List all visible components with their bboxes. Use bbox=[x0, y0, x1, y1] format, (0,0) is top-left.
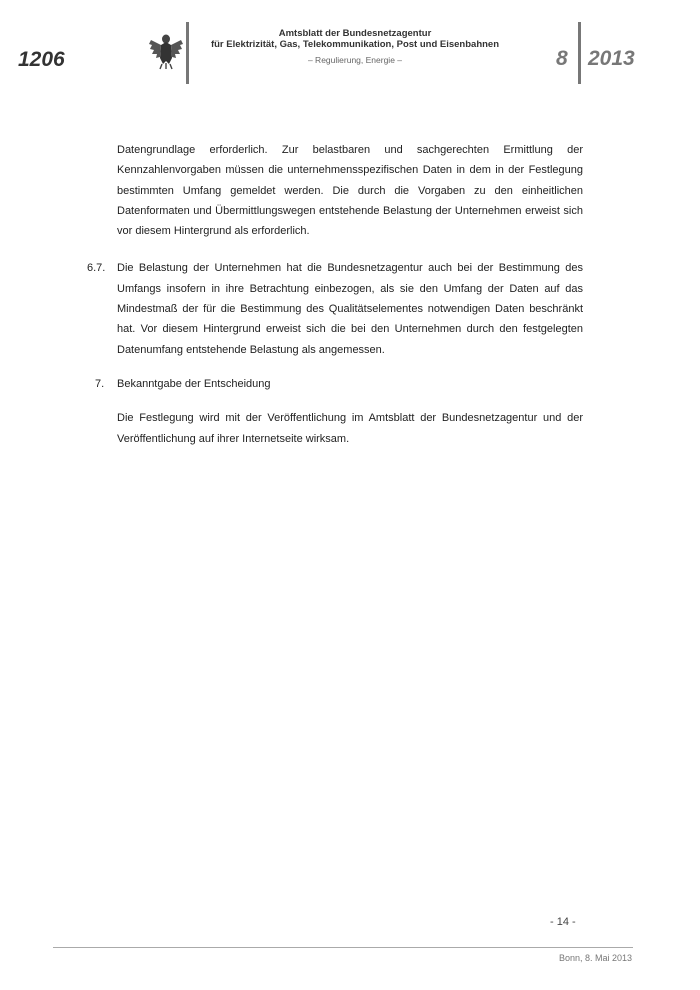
footer-divider bbox=[53, 947, 633, 948]
header-divider bbox=[186, 22, 189, 84]
section-title: Bekanntgabe der Entscheidung bbox=[117, 377, 271, 390]
numbered-item-6-7 bbox=[87, 258, 583, 359]
masthead-title-line1: Amtsblatt der Bundesnetzagentur bbox=[278, 28, 432, 39]
footer-date: Bonn, 8. Mai 2013 bbox=[558, 953, 632, 963]
section-heading-7 bbox=[87, 374, 583, 394]
intro-paragraph: Datengrundlage erforderlich. Zur belastbaren und sachgerechten Ermittlung der Kennzahlenvorgaben müssen die unternehmensspezifischen Daten in dem in der Festlegung bestimmten Umfang gemeldet werden. Die durch die Vorgaben zu den einheitlichen Datenformaten und Übermittlungswegen entstehende Belastung der Unternehmen erweist sich vor diesem Hintergrund als erforderlich. bbox=[117, 144, 583, 238]
masthead-title-line2: für Elektrizität, Gas, Telekommunikation, Post und Eisenbahnen bbox=[210, 39, 500, 50]
document-body bbox=[87, 140, 583, 449]
item-text: Die Belastung der Unternehmen hat die Bundesnetzagentur auch bei der Bestimmung des Umfangs insofern in ihre Betrachtung einbezogen, als sie den Umfang der Daten auf das Mindestmaß der für die Bestimmung des Qualitätselementes notwendigen Daten beschränkt hat. Vor diesem Hintergrund erweist sich die bei den Unternehmen durch den festgelegten Datenumfang entstehende Belastung als angemessen. bbox=[117, 262, 583, 356]
section-number: 7. bbox=[95, 377, 105, 390]
section-7-paragraph: Die Festlegung wird mit der Veröffentlichung im Amtsblatt der Bundesnetzagentur und der Veröffentlichung auf ihrer Internetseite wirksam. bbox=[117, 412, 583, 445]
issue-divider bbox=[578, 22, 581, 84]
item-number: 6.7. bbox=[87, 262, 106, 275]
issue-year: 2013 bbox=[588, 47, 635, 70]
federal-eagle-icon bbox=[148, 30, 184, 70]
masthead-subtitle: – Regulierung, Energie – bbox=[307, 55, 403, 65]
issue-number: 8 bbox=[556, 47, 568, 70]
footer-page-label: - 14 - bbox=[550, 916, 576, 928]
journal-masthead bbox=[200, 28, 510, 66]
page-number: 1206 bbox=[18, 48, 65, 71]
